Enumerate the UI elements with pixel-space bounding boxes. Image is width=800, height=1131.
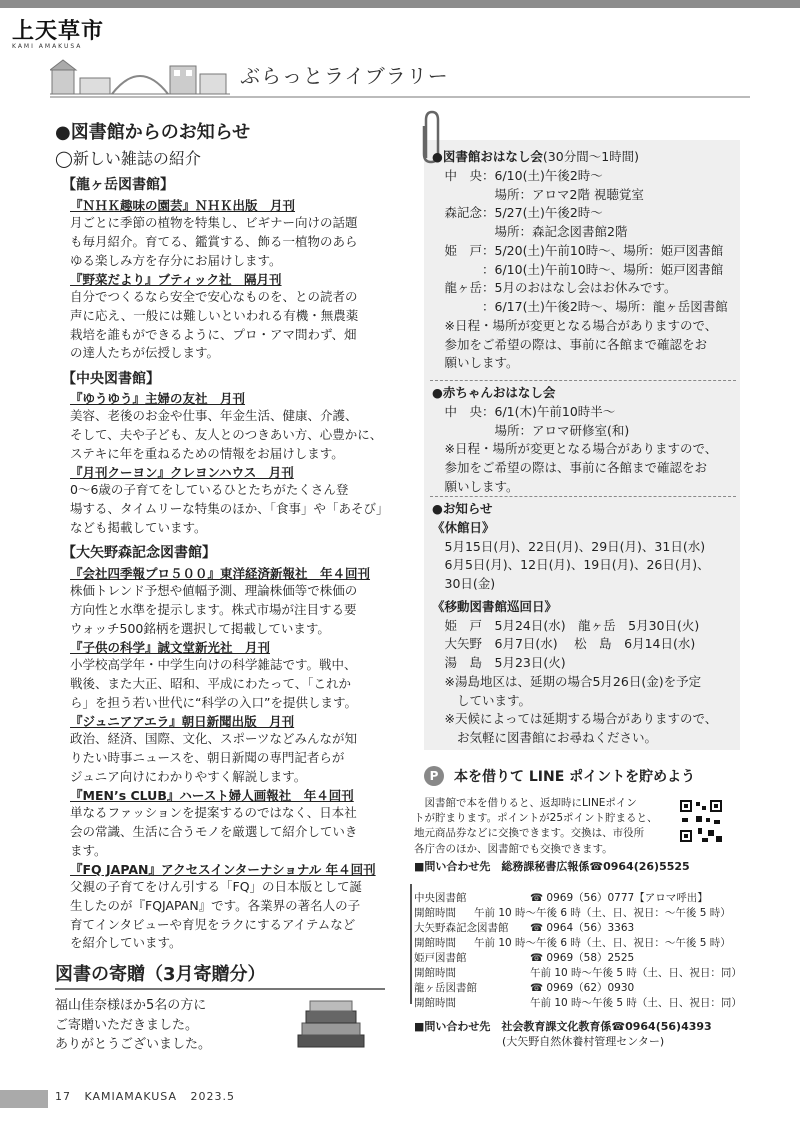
divider: [430, 380, 736, 381]
library-row: 開館時間 午前 10 時〜午後 5 時（土、日、祝日：同）: [414, 967, 742, 979]
magazine-title: 『会社四季報プロ５００』東洋経済新報社 年４回刊: [70, 566, 371, 581]
header-rule: [50, 96, 750, 98]
library-contact-sub: (大矢野自然休養村管理センター): [414, 1035, 665, 1048]
logo-subtext: KAMI AMAKUSA: [12, 43, 83, 50]
library-row: 中央図書館 ☎ 0969（56）0777【アロマ呼出】: [414, 892, 708, 904]
magazine-item: [70, 463, 400, 537]
library-row: 龍ヶ岳図書館 ☎ 0969（62）0930: [414, 982, 635, 994]
baby-ohanashi-section: ●赤ちゃんおはなし会 中 央：6/1(木)午前10時半〜 場所：アロマ研修室(和) ※日程・場所が変更となる場合がありますので、 参加をご希望の際は、事前に各館まで確認をお 願いします。: [432, 385, 718, 494]
magazine-title: 『ゆうゆう』主婦の友社 月刊: [70, 391, 246, 406]
line-points-title: 本を借りて LINE ポイントを貯めよう: [454, 769, 696, 785]
magazine-item: [70, 564, 400, 638]
magazine-desc: 小学校高学年・中学生向けの科学雑誌です。戦中、 戦後、また大正、昭和、平成にわたって、「これか ら」を担う若い世代に“科学の入口”を提供します。: [70, 657, 357, 710]
notice-section: ●お知らせ 《休館日》 5月15日(月)、22日(月)、29日(月)、31日(水) 6月5日(月)、12日(月)、19日(月)、26日(月)、 30日(金) 《移動図書館巡回日》 姫 戸 5月24日(水) 龍ヶ岳 5月30日(火) 大矢野 6月7日(水) 松 島 6月14日(水) 湯 島 5月23日(火) ※湯島地区は、延期の場合5月26日(金)を予定 しています。 ※天候によっては延期する場合がありますので、 お気軽に図書館にお尋ねください。: [432, 501, 718, 745]
library-row: 姫戸図書館 ☎ 0969（58）2525: [414, 952, 635, 964]
library-row: 開館時間 午前 10 時〜午後 6 時（土、日、祝日：〜午後 5 時）: [414, 937, 731, 949]
city-logo: [12, 14, 104, 50]
magazine-desc: 株価トレンド予想や値幅予測、理論株価等で株価の 方向性と水準を提示します。株式市場が注目する要 ウォッチ500銘柄を選択して掲載しています。: [70, 583, 358, 636]
divider: [430, 496, 736, 497]
donation-heading: 図書の寄贈（3月寄贈分）: [55, 964, 266, 985]
qr-code-icon[interactable]: [678, 798, 724, 844]
library-contact: ■問い合わせ先 社会教育課文化教育係☎0964(56)4393: [414, 1020, 712, 1033]
library-row: 開館時間 午前 10 時〜午後 6 時（土、日、祝日：〜午後 5 時）: [414, 907, 731, 919]
magazine-item: [70, 389, 400, 463]
ryugatake-heading: 【龍ヶ岳図書館】: [62, 177, 174, 193]
ohanashi-section: ●図書館おはなし会(30分間〜1時間) 中 央：6/10(土)午後2時〜 場所：アロマ2階 視聴覚室 森記念：5/27(土)午後2時〜 場所：森記念図書館2階 姫 戸：5/20(土)午前10時〜、場所：姫戸図書館 ：6/10(土)午前10時〜、場所：姫戸図書館 龍ヶ岳：5月のおはなし会はお休みです。 ：6/17(土)午後2時〜、場所：龍ヶ岳図書館 ※日程・場所が変更となる場合がありますので、 参加をご希望の際は、事前に各館まで確認をお 願いします。: [432, 149, 728, 371]
magazine-desc: 政治、経済、国際、文化、スポーツなどみんなが知 りたい時事ニュースを、朝日新聞の専門記者らが ジュニア向けにわかりやすく解説します。: [70, 731, 358, 784]
footer: [55, 1090, 235, 1103]
magazine-title: 『月刊クーヨン』クレヨンハウス 月刊: [70, 465, 294, 480]
magazine-item: [70, 638, 400, 712]
logo-text: 上天草市: [12, 18, 105, 44]
issue-date: 2023.5: [190, 1090, 236, 1103]
donation-rule: [55, 988, 385, 990]
magazine-title: 『子供の科学』誠文堂新光社 月刊: [70, 640, 271, 655]
magazine-name: KAMIAMAKUSA: [84, 1090, 178, 1103]
top-bar: [0, 0, 800, 8]
magazine-desc: 自分でつくるなら安全で安心なものを、との読者の 声に応え、一般には難しいといわれる有機・無農薬 栽培を誰もができるように、プロ・アマ問わず、畑 の達人たちが伝授します。: [70, 289, 359, 361]
new-magazines-heading: ◯新しい雑誌の紹介: [55, 149, 201, 168]
donation-text: 福山佳奈様ほか5名の方に ご寄贈いただきました。 ありがとうございました。: [55, 998, 212, 1052]
library-info-box: [410, 884, 740, 1049]
magazine-title: 『野菜だより』ブティック社 隔月刊: [70, 272, 282, 287]
townscape-illustration: [50, 52, 230, 96]
magazine-desc: 単なるファッションを提案するのではなく、日本社 会の常識、生活に合うモノを厳選して紹介していき ます。: [70, 805, 358, 858]
magazine-desc: 美容、老後のお金や仕事、年金生活、健康、介護、 そして、夫や子ども、友人とのつきあい方、心豊かに、 ステキに年を重ねるための情報をお届けします。: [70, 408, 383, 461]
magazine-desc: 0〜6歳の子育てをしているひとたちがたくさん登 場する、タイムリーな特集のほか、「食事」や「あそび」 なども掲載しています。: [70, 482, 389, 535]
books-illustration: [290, 995, 370, 1050]
magazine-title: 『ジュニアアエラ』朝日新聞出版 月刊: [70, 714, 295, 729]
line-points-icon: P: [424, 766, 444, 786]
magazine-title: 『MEN’s CLUB』ハースト婦人画報社 年４回刊: [70, 788, 354, 803]
library-row: 開館時間 午前 10 時〜午後 5 時（土、日、祝日：同）: [414, 997, 742, 1009]
magazine-title: 『FQ JAPAN』アクセスインターナショナル 年４回刊: [70, 862, 376, 877]
magazine-desc: 月ごとに季節の植物を特集し、ビギナー向けの話題 も毎月紹介。育てる、鑑賞する、飾る一植物のあら ゆる楽しみ方を存分にお届けします。: [70, 215, 358, 268]
magazine-item: [70, 860, 400, 953]
oyano-heading: 【大矢野森記念図書館】: [62, 545, 216, 561]
info-rule: [410, 884, 412, 1004]
magazine-desc: 父親の子育てをけん引する「FQ」の日本版として誕 生したのが『FQJAPAN』です。各業界の著名人の子 育てインタビューや育児をラクにするアイテムなど を紹介しています。: [70, 879, 363, 951]
line-points-body: 図書館で本を借りると、返却時にLINEポイン トが貯まります。ポイントが25ポイント貯まると、 地元商品券などに交換できます。交換は、市役所 各庁舎のほか、図書館でも交換できます。: [414, 797, 658, 855]
footer-bar: [0, 1090, 48, 1108]
notice-heading: ●図書館からのお知らせ: [55, 122, 251, 143]
section-title: ぶらっとライブラリー: [240, 64, 449, 88]
line-points-contact: ■問い合わせ先 総務課秘書広報係☎0964(26)5525: [414, 860, 690, 873]
magazine-item: [70, 270, 400, 363]
page-number: 17: [55, 1090, 71, 1103]
chuo-heading: 【中央図書館】: [62, 371, 160, 387]
library-row: 大矢野森記念図書館 ☎ 0964（56）3363: [414, 922, 635, 934]
magazine-item: [70, 786, 400, 860]
line-points-box: [410, 758, 740, 878]
magazine-item: [70, 196, 400, 270]
magazine-title: 『ＮＨＫ趣味の園芸』ＮＨＫ出版 月刊: [70, 198, 296, 213]
magazine-item: [70, 712, 400, 786]
